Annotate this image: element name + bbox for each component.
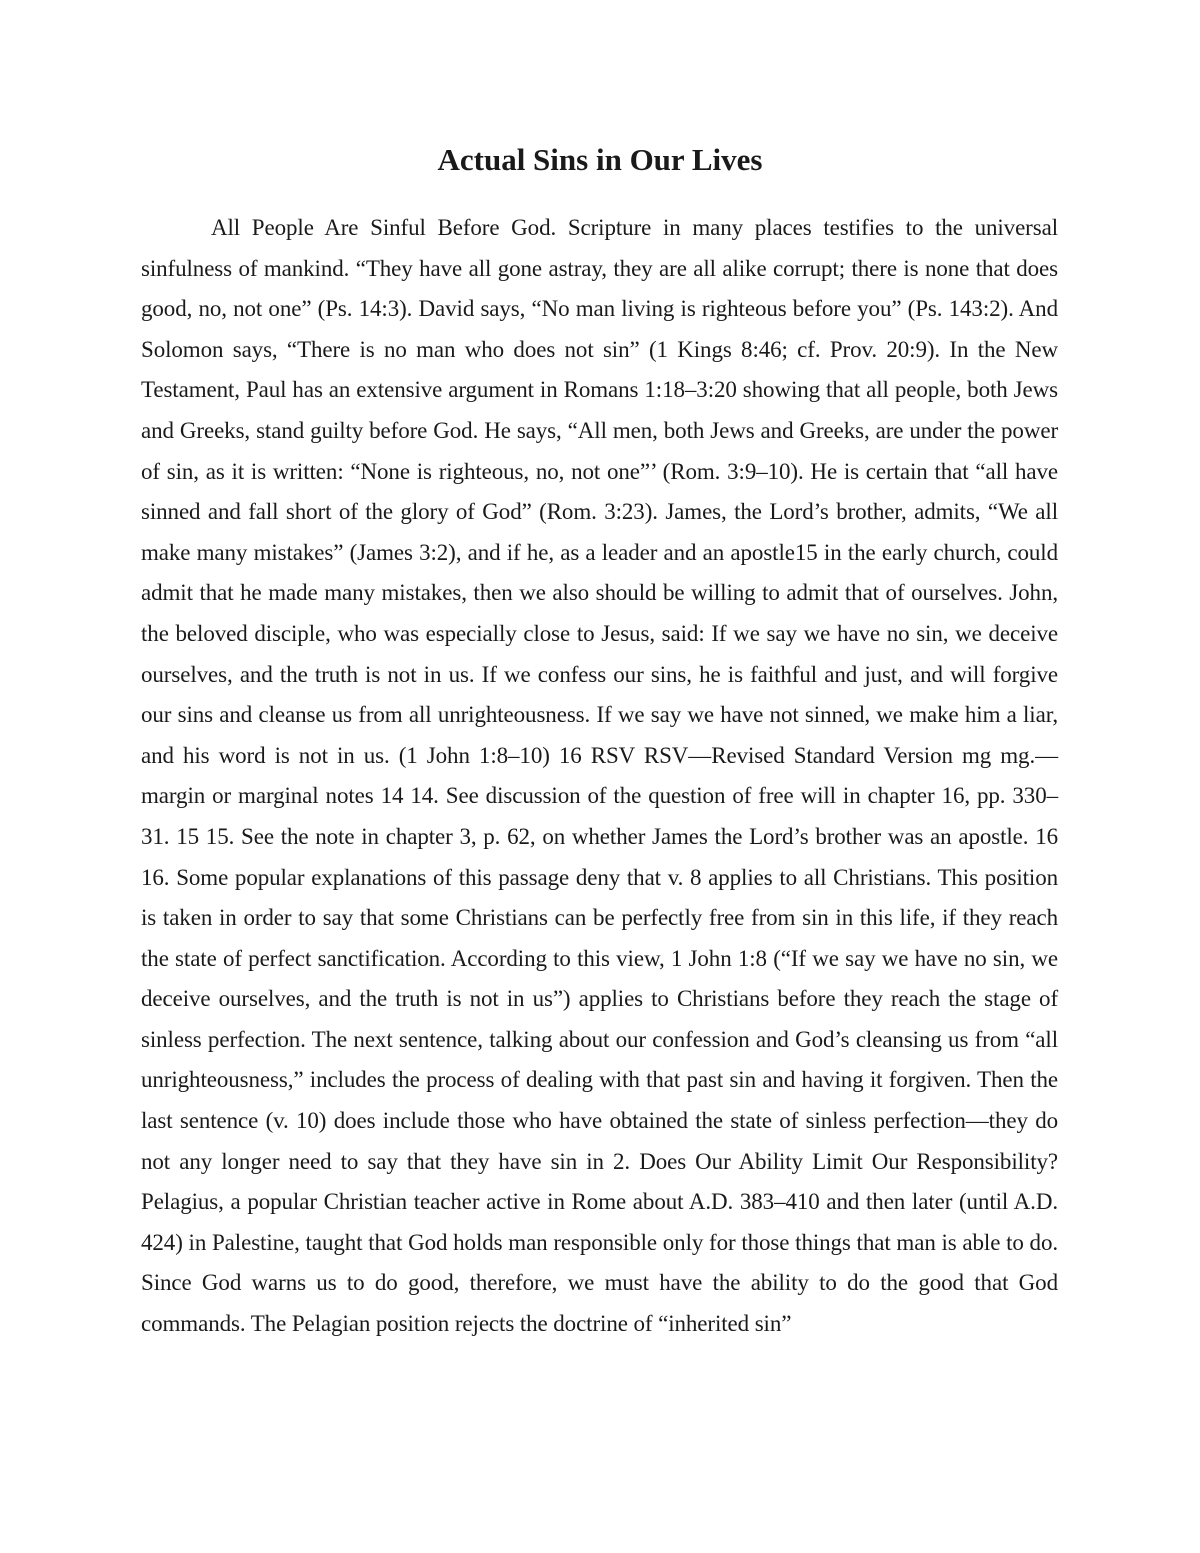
document-title: Actual Sins in Our Lives <box>437 142 763 177</box>
document-body-paragraph: All People Are Sinful Before God. Scripture in many places testifies to the universal sinfulness of mankind. “They have all gone astray, they are all alike corrupt; there is none that does good, no, not one” (Ps. 14:3). David says, “No man living is righteous before you” (Ps. 143:2). And Solomon says, “There is no man who does not sin” (1 Kings 8:46; cf. Prov. 20:9). In the New Testament, Paul has an extensive argument in Romans 1:18–3:20 showing that all people, both Jews and Greeks, stand guilty before God. He says, “All men, both Jews and Greeks, are under the power of sin, as it is written: “None is righteous, no, not one”’ (Rom. 3:9–10). He is certain that “all have sinned and fall short of the glory of God” (Rom. 3:23). James, the Lord’s brother, admits, “We all make many mistakes” (James 3:2), and if he, as a leader and an apostle15 in the early church, could admit that he made many mistakes, then we also should be willing to admit that of ourselves. John, the beloved disciple, who was especially close to Jesus, said: If we say we have no sin, we deceive ourselves, and the truth is not in us. If we confess our sins, he is faithful and just, and will forgive our sins and cleanse us from all unrighteousness. If we say we have not sinned, we make him a liar, and his word is not in us. (1 John 1:8–10) 16 RSV RSV—Revised Standard Version mg mg.—margin or marginal notes 14 14. See discussion of the question of free will in chapter 16, pp. 330–31. 15 15. See the note in chapter 3, p. 62, on whether James the Lord’s brother was an apostle. 16 16. Some popular explanations of this passage deny that v. 8 applies to all Christians. This position is taken in order to say that some Christians can be perfectly free from sin in this life, if they reach the state of perfect sanctification. According to this view, 1 John 1:8 (“If we say we have no sin, we deceive ourselves, and the truth is not in us”) applies to Christians before they reach the stage of sinless perfection. The next sentence, talking about our confession and God’s cleansing us from “all unrighteousness,” includes the process of dealing with that past sin and having it forgiven. Then the last sentence (v. 10) does include those who have obtained the state of sinless perfection—they do not any longer need to say that they have sin in 2. Does Our Ability Limit Our Responsibility? Pelagius, a popular Christian teacher active in Rome about A.D. 383–410 and then later (until A.D. 424) in Palestine, taught that God holds man responsible only for those things that man is able to do. Since God warns us to do good, therefore, we must have the ability to do the good that God commands. The Pelagian position rejects the doctrine of “inherited sin” <box>141 215 1058 1337</box>
